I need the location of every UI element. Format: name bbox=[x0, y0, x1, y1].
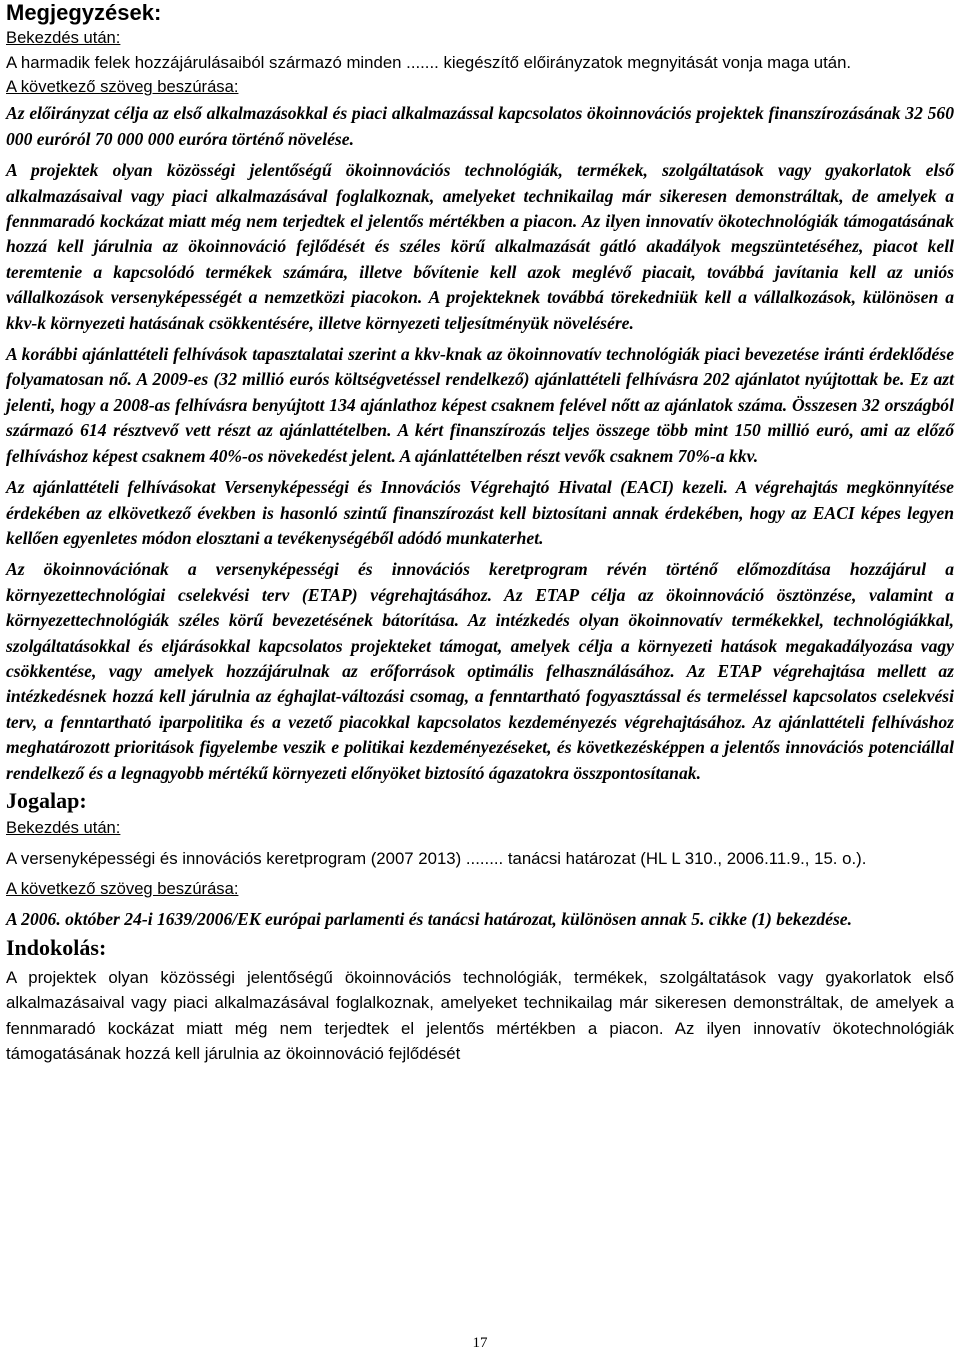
notes-existing-text: A harmadik felek hozzájárulásaiból származó minden ....... kiegészítő előirányzatok megnyitását vonja maga után. bbox=[6, 53, 852, 72]
notes-insert-paragraph-4: Az ajánlattételi felhívásokat Versenyképességi és Innovációs Végrehajtó Hivatal (EACI) kezeli. A végrehajtás megkönnyítése érdekében az elkövetkező években is hasonló szintű finanszírozást kell biztosítani annak érdekében, hogy az EACI képes legyen kellően egyenletes módon elosztani a tevékenységéből adódó munkaterhet. bbox=[6, 477, 954, 548]
justification-text: A projektek olyan közösségi jelentőségű ökoinnovációs technológiák, termékek, szolgáltatások vagy gyakorlatok első alkalmazásaival vagy piaci alkalmazásával foglalkoznak, amelyeket technikailag már sikeresen demonstráltak, de amelyek a fennmaradó kockázat miatt még nem terjedtek el jelentős mértékben a piacon. Az ilyen innovatív ökotechnológiák támogatásának hozzá kell járulnia az ökoinnováció fejlődését bbox=[6, 967, 954, 1063]
notes-heading: Megjegyzések: bbox=[6, 0, 162, 25]
notes-insert-paragraph-3: A korábbi ajánlattételi felhívások tapasztalatai szerint a kkv-knak az ökoinnovatív technológiák piaci bevezetése iránti érdeklődése folyamatosan nő. A 2009-es (32 millió eurós költségvetéssel rendelkező) ajánlattételi felhívásra 202 ajánlatot nyújtottak be. Ez azt jelenti, hogy a 2008-as felhívásra benyújtott 134 ajánlathoz képest csaknem felével nőtt az ajánlatok száma. Összesen 32 országból származó 614 résztvevő vett részt az ajánlattételben. A kért finanszírozás teljes összege több mint 150 millió euró, ami az előző felhíváshoz képest csaknem 40%-os növekedést jelent. A ajánlattételben részt vevők csaknem 70%-a kkv. bbox=[6, 344, 954, 466]
notes-insert-paragraph-5: Az ökoinnovációnak a versenyképességi és innovációs keretprogram révén történő előmozdítása hozzájárul a környezettechnológiai cselekvési terv (ETAP) végrehajtásához. Az ETAP célja az ökoinnováció ösztönzése, valamint a környezettechnológiák széles körű bevezetésének bátorítása. Az intézkedés olyan ökoinnovatív termékekkel, technológiákkal, szolgáltatásokkal és eljárásokkal kapcsolatos projekteket támogat, amelyek célja a környezeti hatások megakadályozása vagy csökkentése, vagy amelyek hozzájárulnak az erőforrások optimális felhasználásához. Az ETAP végrehajtása mellett az intézkedésnek hozzá kell járulnia az éghajlat-változási csomag, a fenntartható fogyasztással és termeléssel kapcsolatos cselekvési terv, a fenntartható iparpolitika és a vezető piacokkal kapcsolatos kezdeményezés végrehajtásához. Az ajánlattételi felhíváshoz meghatározott prioritások figyelembe veszik e politikai kezdeményezéseket, és következésképpen a jelentős innovációs potenciállal rendelkező és a legnagyobb mértékű környezeti előnyöket biztosító ágazatokra összpontosítanak. bbox=[6, 559, 954, 783]
legal-basis-heading: Jogalap: bbox=[6, 787, 87, 813]
justification-heading: Indokolás: bbox=[6, 934, 107, 960]
legal-insert-text-label: A következő szöveg beszúrása: bbox=[6, 879, 239, 899]
insert-text-label: A következő szöveg beszúrása: bbox=[6, 77, 239, 97]
legal-inserted-text: A 2006. október 24-i 1639/2006/EK európai parlamenti és tanácsi határozat, különösen annak 5. cikke (1) bekezdése. bbox=[6, 909, 853, 930]
legal-existing-text: A versenyképességi és innovációs keretprogram (2007 2013) ........ tanácsi határozat (HL L 310., 2006.11.9., 15. o.). bbox=[6, 848, 867, 868]
notes-insert-paragraph-1: Az előirányzat célja az első alkalmazásokkal és piaci alkalmazással kapcsolatos ökoinnovációs projektek finanszírozásának 32 560 000 euróról 70 000 000 euróra történő növelése. bbox=[6, 103, 954, 149]
legal-after-paragraph-label: Bekezdés után: bbox=[6, 817, 121, 837]
page-number: 17 bbox=[472, 1335, 488, 1351]
document-page bbox=[6, 0, 954, 1066]
notes-insert-paragraph-2: A projektek olyan közösségi jelentőségű ökoinnovációs technológiák, termékek, szolgáltatások vagy gyakorlatok első alkalmazásaival vagy piaci alkalmazásával foglalkoznak, amelyeket technikailag már sikeresen demonstráltak, de amelyek a fennmaradó kockázat miatt még nem terjedtek el jelentős mértékben a piacon. Az ilyen innovatív ökotechnológiák támogatásának hozzá kell járulnia az ökoinnováció fejlődését és széles körű alkalmazását gátló akadályok megszüntetéséhez, piacot kell teremtenie a kapcsolódó termékek számára, illetve bővítenie kell azok meglévő piacait, továbbá javítania kell az uniós vállalkozások versenyképességét a nemzetközi piacokon. A projekteknek továbbá törekedniük kell a vállalkozások, különösen a kkv-k környezeti hatásának csökkentésére, illetve környezeti teljesítményük növelésére. bbox=[6, 160, 954, 333]
after-paragraph-label: Bekezdés után: bbox=[6, 28, 121, 47]
